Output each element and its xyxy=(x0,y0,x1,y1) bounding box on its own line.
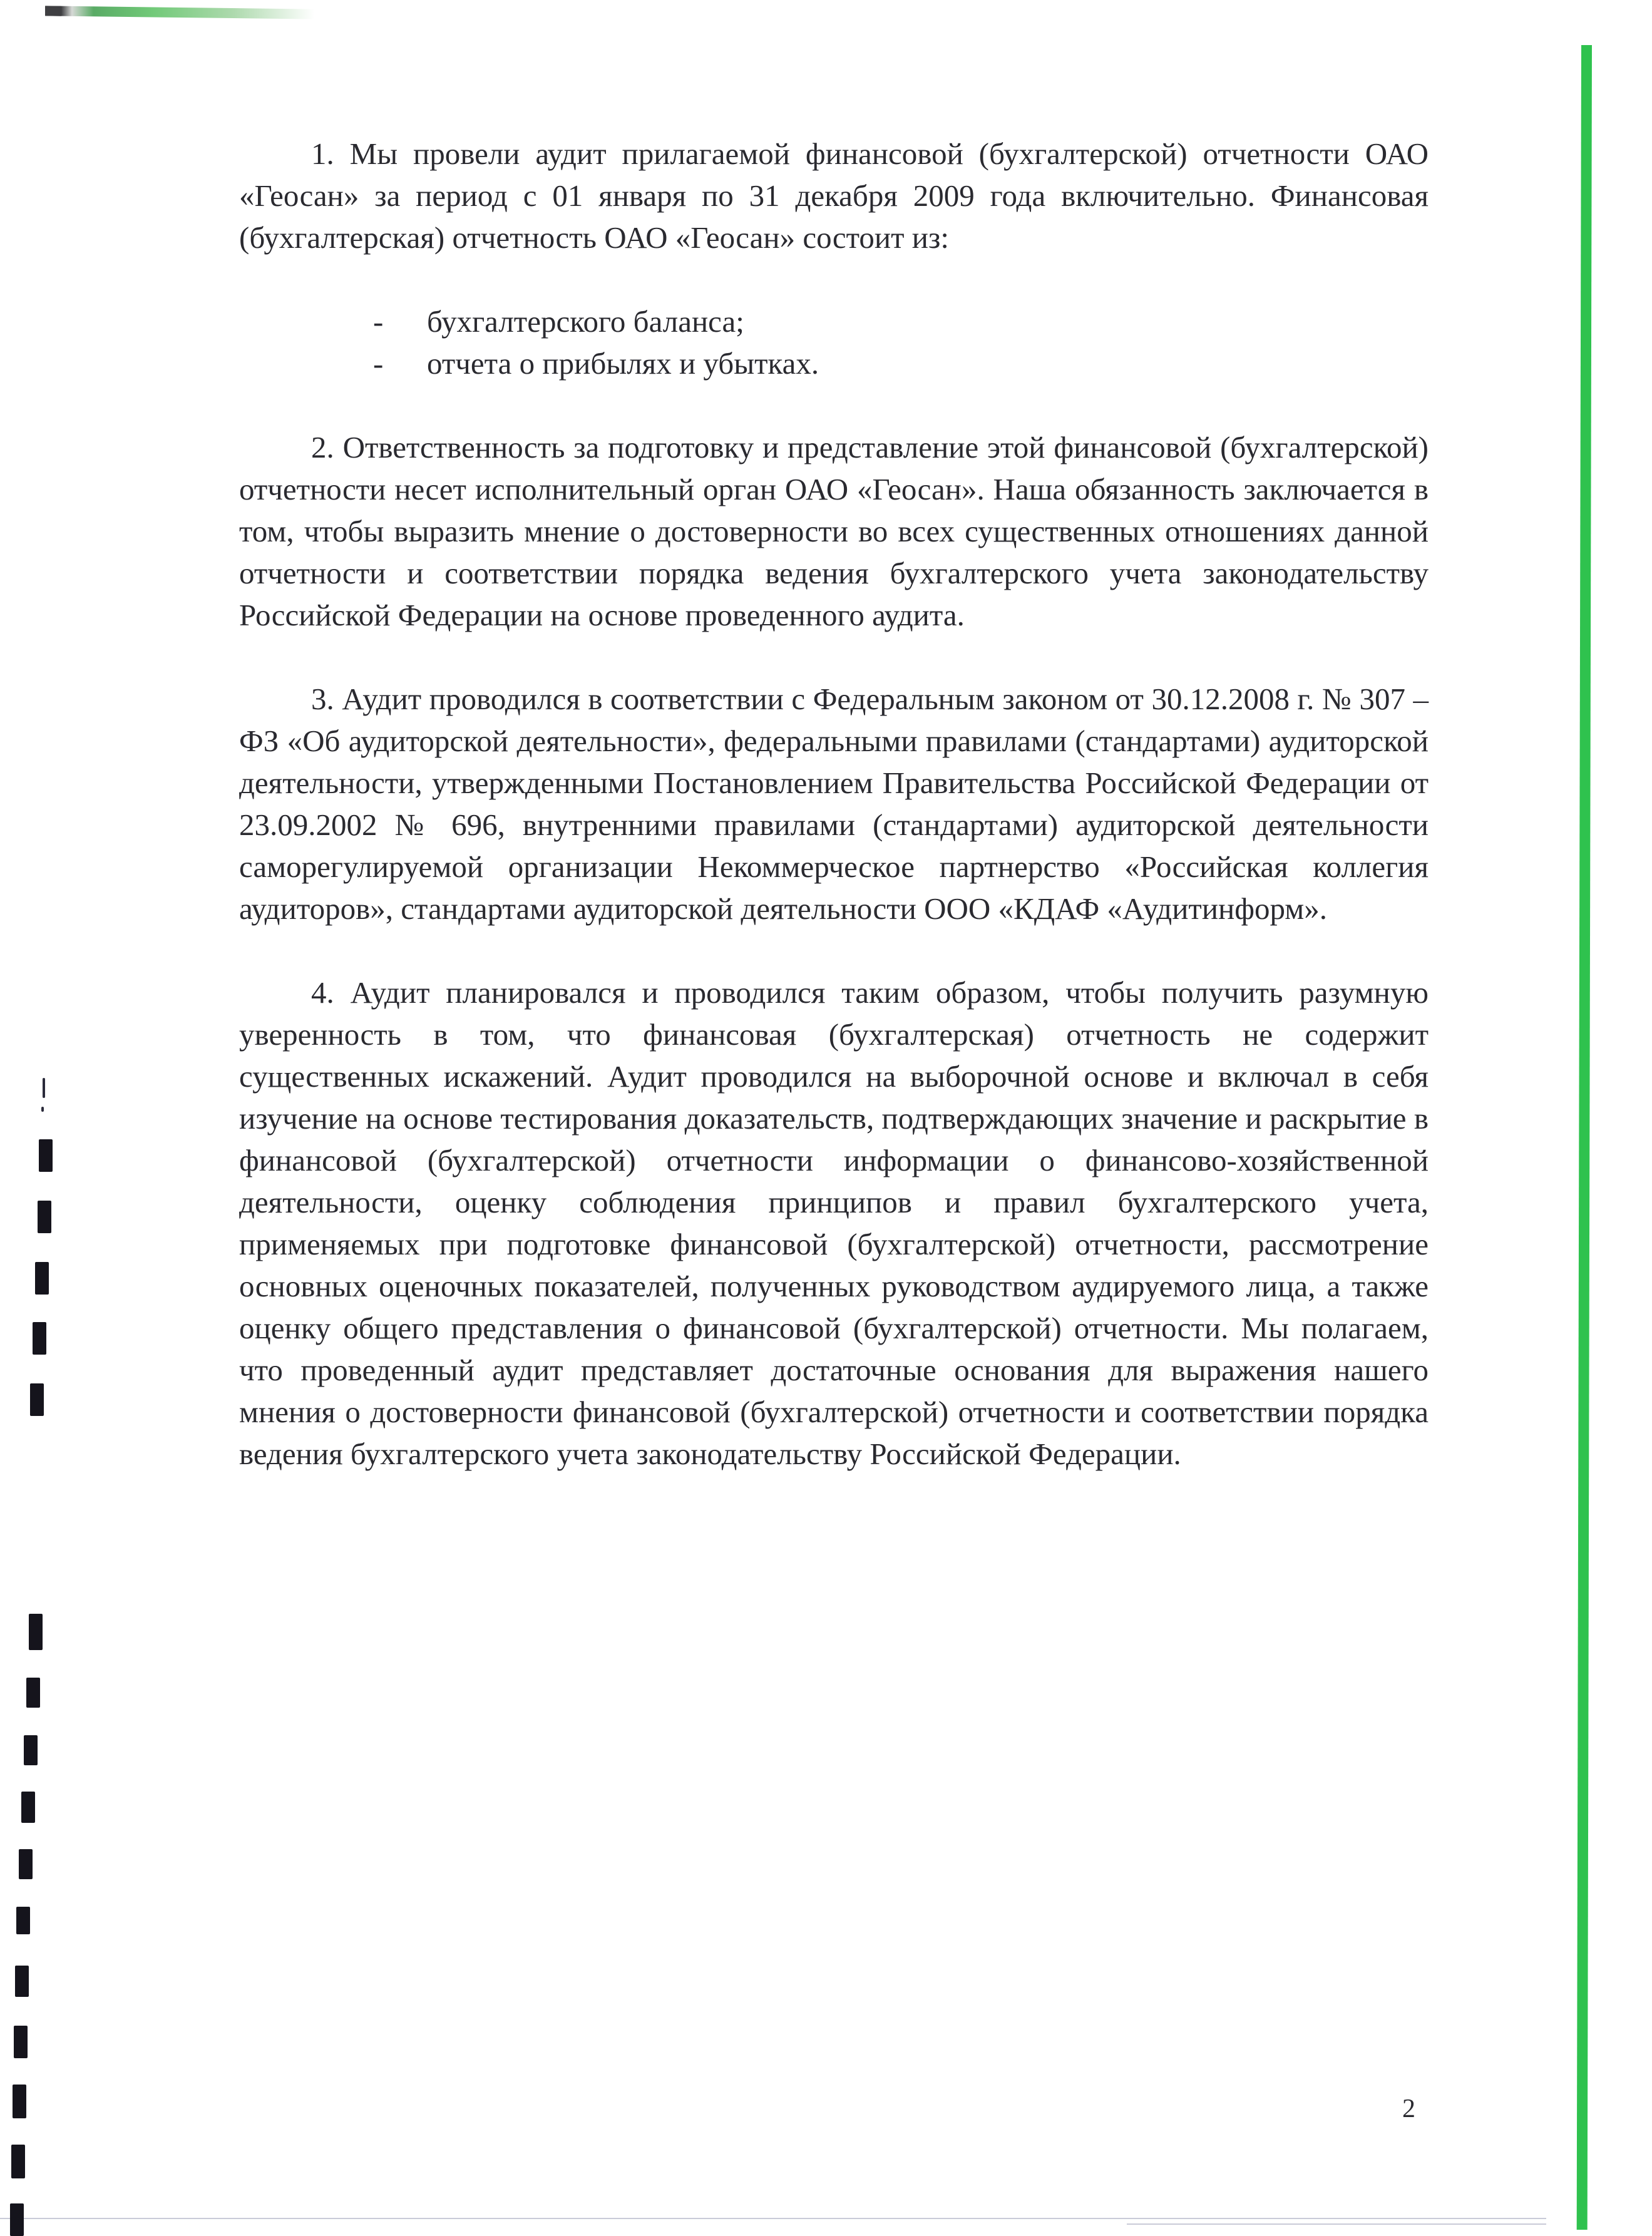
paragraph-1 xyxy=(239,133,1429,259)
binding-mark xyxy=(39,1139,53,1172)
list-item xyxy=(239,300,1429,342)
binding-mark xyxy=(21,1792,35,1823)
page-number: 2 xyxy=(1402,2095,1415,2123)
paragraph-text: Аудит планировался и проводился таким образом, чтобы получить разумную уверенность в том, что финансовая (бухгалтерская) отчетность не содержит существенных искажений. Аудит проводился на выборочной основе и включал в себя изучение на основе тестирования доказательств, подтверждающих значение и раскрытие в финансовой (бухгалтерской) отчетности информации о финансово-хозяйственной деятельности, оценку соблюдения принципов и правил бухгалтерского учета, применяемых при подготовке финансовой (бухгалтерской) отчетности, рассмотрение основных оценочных показателей, полученных руководством аудируемого лица, а также оценку общего представления о финансовой (бухгалтерской) отчетности. Мы полагаем, что проведенный аудит представляет достаточные основания для выражения нашего мнения о достоверности финансовой (бухгалтерской) отчетности и соответствии порядка ведения бухгалтерского учета законодательству Российской Федерации. xyxy=(239,975,1429,1471)
paragraph-number: 4. xyxy=(311,975,334,1010)
paragraph-2 xyxy=(239,426,1429,636)
binding-mark xyxy=(14,2026,28,2058)
binding-mark xyxy=(13,2085,26,2118)
binding-mark xyxy=(29,1614,43,1650)
paragraph-text: Аудит проводился в соответствии с Федеральным законом от 30.12.2008 г. № 307 – ФЗ «Об аудиторской деятельности», федеральными правилами (стандартами) аудиторской деятельности, утвержденными Постановлением Правительства Российской Федерации от 23.09.2002 № 696, внутренними правилами (стандартами) аудиторской деятельности саморегулируемой организации Некоммерческое партнерство «Российская коллегия аудиторов», стандартами аудиторской деятельности ООО «КДАФ «Аудитинформ». xyxy=(239,682,1429,926)
paragraph-number: 3. xyxy=(311,682,334,716)
binding-mark xyxy=(33,1322,46,1355)
paragraph-text: Мы провели аудит прилагаемой финансовой (бухгалтерской) отчетности ОАО «Геосан» за период с 01 января по 31 декабря 2009 года включительно. Финансовая (бухгалтерская) отчетность ОАО «Геосан» состоит из: xyxy=(239,136,1429,255)
scan-bottom-edge xyxy=(0,2218,1546,2219)
list-item-text: бухгалтерского баланса; xyxy=(427,304,744,339)
binding-mark xyxy=(24,1735,38,1765)
paragraph-4 xyxy=(239,972,1429,1475)
list-item xyxy=(239,342,1429,384)
binding-mark xyxy=(10,2203,24,2236)
statement-components-list xyxy=(239,300,1429,384)
paragraph-text: Ответственность за подготовку и представление этой финансовой (бухгалтерской) отчетности несет исполнительный орган ОАО «Геосан». Наша обязанность заключается в том, чтобы выразить мнение о достоверности во всех существенных отношениях данной отчетности и соответствии порядка ведения бухгалтерского учета законодательству Российской Федерации на основе проведенного аудита. xyxy=(239,430,1429,632)
binding-mark xyxy=(19,1849,33,1879)
binding-mark xyxy=(26,1678,40,1708)
paragraph-3 xyxy=(239,678,1429,930)
paragraph-number: 2. xyxy=(311,430,334,464)
document-body xyxy=(239,133,1429,1517)
scan-top-edge xyxy=(45,6,314,19)
binding-mark xyxy=(16,1907,30,1934)
paragraph-number: 1. xyxy=(311,136,334,171)
green-edge-stripe xyxy=(1577,45,1592,2230)
list-item-text: отчета о прибылях и убытках. xyxy=(427,346,819,381)
binding-mark xyxy=(43,1078,45,1098)
binding-mark xyxy=(41,1107,44,1112)
list-marker: - xyxy=(373,304,384,339)
binding-mark xyxy=(38,1201,51,1233)
binding-mark xyxy=(30,1383,44,1416)
scan-bottom-edge-secondary xyxy=(1127,2223,1546,2225)
binding-mark xyxy=(11,2145,25,2178)
binding-mark xyxy=(35,1262,49,1295)
binding-mark xyxy=(15,1966,29,1997)
list-marker: - xyxy=(373,346,384,381)
